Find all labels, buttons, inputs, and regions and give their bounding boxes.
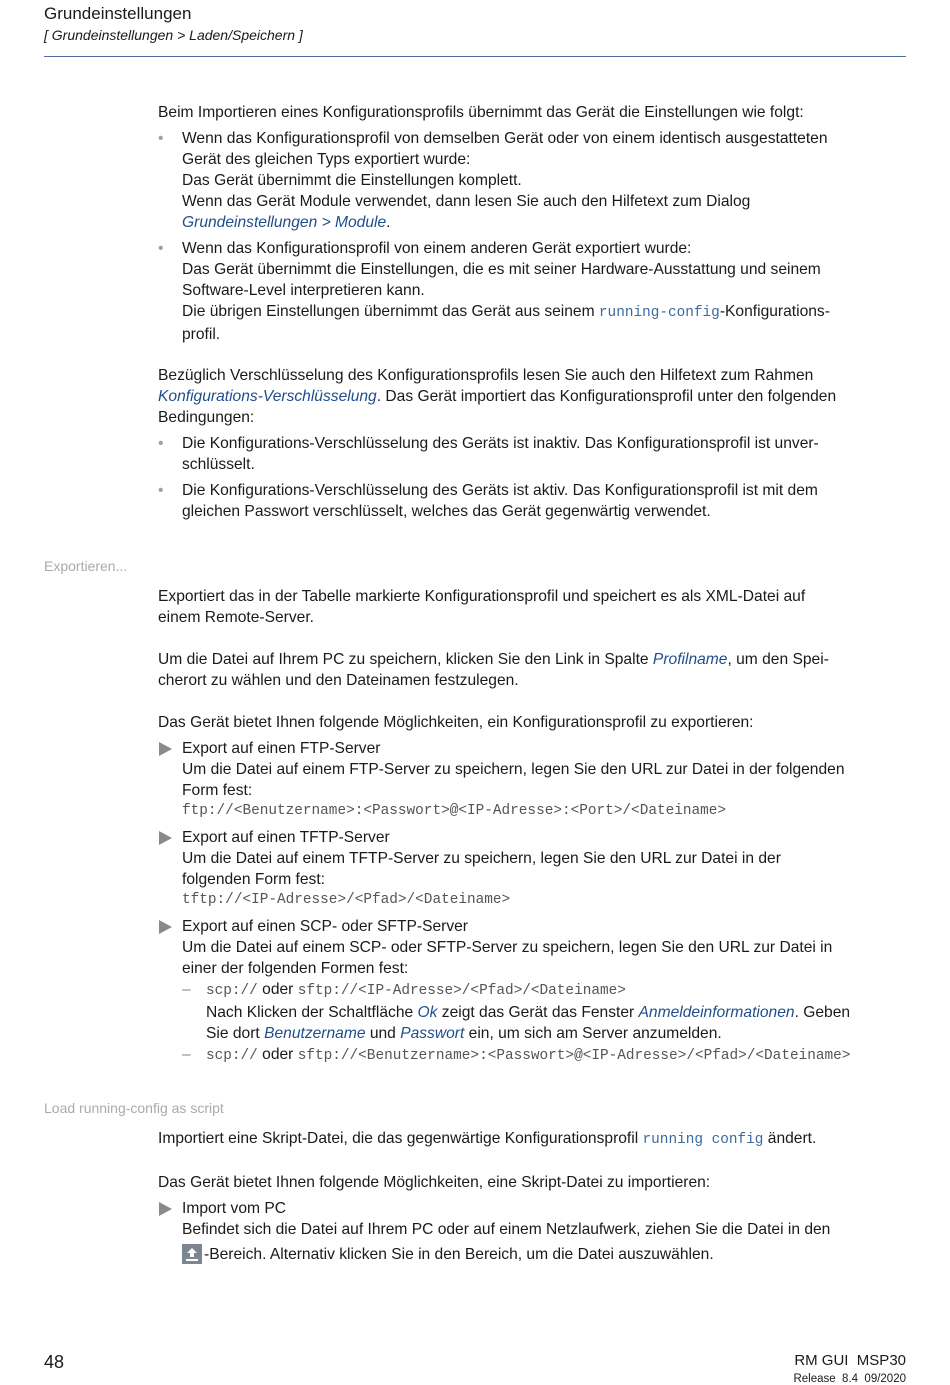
text-line: Das Gerät übernimmt die Einstellungen komplett. — [182, 172, 522, 189]
dash-icon: – — [182, 981, 191, 998]
ok-button-ref: Ok — [417, 1004, 438, 1021]
text-line — [182, 212, 906, 233]
code-url: tftp://<IP-Adresse>/<Pfad>/<Dateiname> — [182, 892, 511, 908]
text-line: Export auf einen TFTP-Server — [182, 829, 390, 846]
text-fragment: und — [365, 1025, 401, 1042]
text-line: Um die Datei auf einem SCP- oder SFTP-Server zu speichern, legen Sie den URL zur Datei in — [182, 939, 833, 956]
text-line — [158, 386, 906, 407]
list-item — [158, 916, 906, 1067]
import-intro: Beim Importieren eines Konfigurationsprofils übernimmt das Gerät die Einstellungen wie folgt: — [158, 104, 804, 121]
dash-icon: – — [182, 1046, 191, 1063]
code-url: sftp://<IP-Adresse>/<Pfad>/<Dateiname> — [297, 983, 626, 999]
import-section — [158, 102, 906, 522]
text-line: Um die Datei auf einem FTP-Server zu speichern, legen Sie den URL zur Datei in der folgenden — [182, 761, 845, 778]
text-line — [206, 979, 906, 1002]
text-fragment: zeigt das Gerät das Fenster — [437, 1004, 639, 1021]
header-divider — [44, 56, 906, 57]
code-keyword: running-config — [598, 305, 720, 321]
link-config-encryption[interactable]: Konfigurations-Verschlüsselung — [158, 388, 377, 405]
text-line: Exportiert das in der Tabelle markierte Konfigurationsprofil und speichert es als XML-Datei auf — [158, 588, 806, 605]
list-item — [158, 480, 906, 522]
page-header-title: Grundeinstellungen — [44, 4, 192, 23]
text-fragment: Sie dort — [206, 1025, 265, 1042]
link-modules[interactable]: Grundeinstellungen > Module — [182, 214, 387, 231]
section-label-script: Load running-config as script — [44, 1100, 224, 1116]
export-section — [158, 586, 906, 1067]
text-fragment: -Bereich. Alternativ klicken Sie in den Bereich, um die Datei auszuwählen. — [204, 1246, 714, 1263]
code-url: ftp://<Benutzername>:<Passwort>@<IP-Adresse>:<Port>/<Dateiname> — [182, 803, 727, 819]
field-ref: Passwort — [400, 1025, 465, 1042]
breadcrumb: [ Grundeinstellungen > Laden/Speichern ] — [44, 27, 303, 43]
text-fragment: . Geben — [794, 1004, 851, 1021]
text-line — [182, 1244, 906, 1265]
text-line: Bezüglich Verschlüsselung des Konfigurationsprofils lesen Sie auch den Hilfetext zum Rahmen — [158, 367, 814, 384]
text-line: Das Gerät übernimmt die Einstellungen, die es mit seiner Hardware-Ausstattung und seinem — [182, 261, 821, 278]
text-line: Die Konfigurations-Verschlüsselung des Geräts ist aktiv. Das Konfigurationsprofil ist mit dem — [182, 482, 818, 499]
triangle-right-icon — [159, 742, 172, 756]
triangle-right-icon — [159, 920, 172, 934]
text-fragment: ändert. — [763, 1130, 817, 1147]
encryption-paragraph — [158, 365, 906, 428]
text-line: profil. — [182, 326, 221, 343]
code-keyword: running config — [642, 1132, 764, 1148]
bullet-icon: • — [158, 482, 164, 499]
text-line: Wenn das Gerät Module verwendet, dann lesen Sie auch den Hilfetext zum Dialog — [182, 193, 751, 210]
bullet-icon: • — [158, 130, 164, 147]
text-line: Software-Level interpretieren kann. — [182, 282, 425, 299]
text-fragment: Die übrigen Einstellungen übernimmt das Gerät aus seinem — [182, 303, 599, 320]
triangle-right-icon — [159, 831, 172, 845]
text-line: Das Gerät bietet Ihnen folgende Möglichkeiten, ein Konfigurationsprofil zu exportieren: — [158, 714, 754, 731]
field-ref: Benutzername — [264, 1025, 366, 1042]
list-item — [182, 979, 906, 1044]
text-line: Form fest: — [182, 782, 253, 799]
text-line: Wenn das Konfigurationsprofil von einem anderen Gerät exportiert wurde: — [182, 240, 692, 257]
text-line — [182, 301, 906, 324]
text-line: folgenden Form fest: — [182, 871, 326, 888]
document-title: RM GUI MSP30 — [794, 1352, 906, 1369]
text-line — [158, 649, 906, 670]
triangle-right-icon — [159, 1202, 172, 1216]
text-fragment: . — [386, 214, 391, 231]
list-item — [158, 1198, 906, 1265]
text-line: gleichen Passwort verschlüsselt, welches das Gerät gegenwärtig verwendet. — [182, 503, 711, 520]
text-line: Befindet sich die Datei auf Ihrem PC oder auf einem Netzlaufwerk, ziehen Sie die Datei in den — [182, 1221, 831, 1238]
list-item — [158, 738, 906, 822]
link-profilname[interactable]: Profilname — [652, 651, 728, 668]
code-url: scp:// — [206, 1048, 258, 1064]
section-label-export: Exportieren... — [44, 558, 128, 574]
code-url: sftp://<Benutzername>:<Passwort>@<IP-Adresse>/<Pfad>/<Dateiname> — [297, 1048, 851, 1064]
text-line: Bedingungen: — [158, 409, 255, 426]
text-line: einer der folgenden Formen fest: — [182, 960, 409, 977]
text-line: Gerät des gleichen Typs exportiert wurde: — [182, 151, 471, 168]
text-fragment: Um die Datei auf Ihrem PC zu speichern, klicken Sie den Link in Spalte — [158, 651, 653, 668]
text-line: Export auf einen SCP- oder SFTP-Server — [182, 918, 469, 935]
text-fragment: Importiert eine Skript-Datei, die das gegenwärtige Konfigurationsprofil — [158, 1130, 643, 1147]
window-ref: Anmeldeinformationen — [638, 1004, 795, 1021]
text-line: cherort zu wählen und den Dateinamen festzulegen. — [158, 672, 519, 689]
text-line: Die Konfigurations-Verschlüsselung des Geräts ist inaktiv. Das Konfigurationsprofil ist unver- — [182, 435, 819, 452]
text-line — [206, 1002, 906, 1023]
text-fragment: Nach Klicken der Schaltfläche — [206, 1004, 418, 1021]
text-line: Das Gerät bietet Ihnen folgende Möglichkeiten, eine Skript-Datei zu importieren: — [158, 1174, 711, 1191]
text-line: Import vom PC — [182, 1200, 286, 1217]
list-item — [158, 827, 906, 911]
bullet-icon: • — [158, 240, 164, 257]
text-line: schlüsselt. — [182, 456, 255, 473]
text-fragment: oder — [257, 981, 298, 998]
text-fragment: , um den Spei- — [727, 651, 829, 668]
text-fragment: . Das Gerät importiert das Konfigurationsprofil unter den folgenden — [376, 388, 837, 405]
release-info: Release 8.4 09/2020 — [793, 1373, 906, 1385]
text-line: Um die Datei auf einem TFTP-Server zu speichern, legen Sie den URL zur Datei in der — [182, 850, 781, 867]
list-item — [182, 1044, 906, 1067]
text-line: Wenn das Konfigurationsprofil von demselben Gerät oder von einem identisch ausgestatteten — [182, 130, 828, 147]
text-line: Export auf einen FTP-Server — [182, 740, 381, 757]
page-number: 48 — [44, 1352, 65, 1372]
list-item — [158, 433, 906, 475]
text-fragment: -Konfigurations- — [719, 303, 830, 320]
list-item — [158, 238, 906, 345]
script-section — [158, 1128, 906, 1265]
upload-icon — [182, 1244, 202, 1264]
text-fragment: ein, um sich am Server anzumelden. — [464, 1025, 722, 1042]
text-line — [206, 1044, 906, 1067]
code-url: scp:// — [206, 983, 258, 999]
text-line — [206, 1023, 906, 1044]
text-line: einem Remote-Server. — [158, 609, 314, 626]
bullet-icon: • — [158, 435, 164, 452]
text-fragment: oder — [257, 1046, 298, 1063]
list-item — [158, 128, 906, 233]
text-line — [158, 1128, 906, 1151]
